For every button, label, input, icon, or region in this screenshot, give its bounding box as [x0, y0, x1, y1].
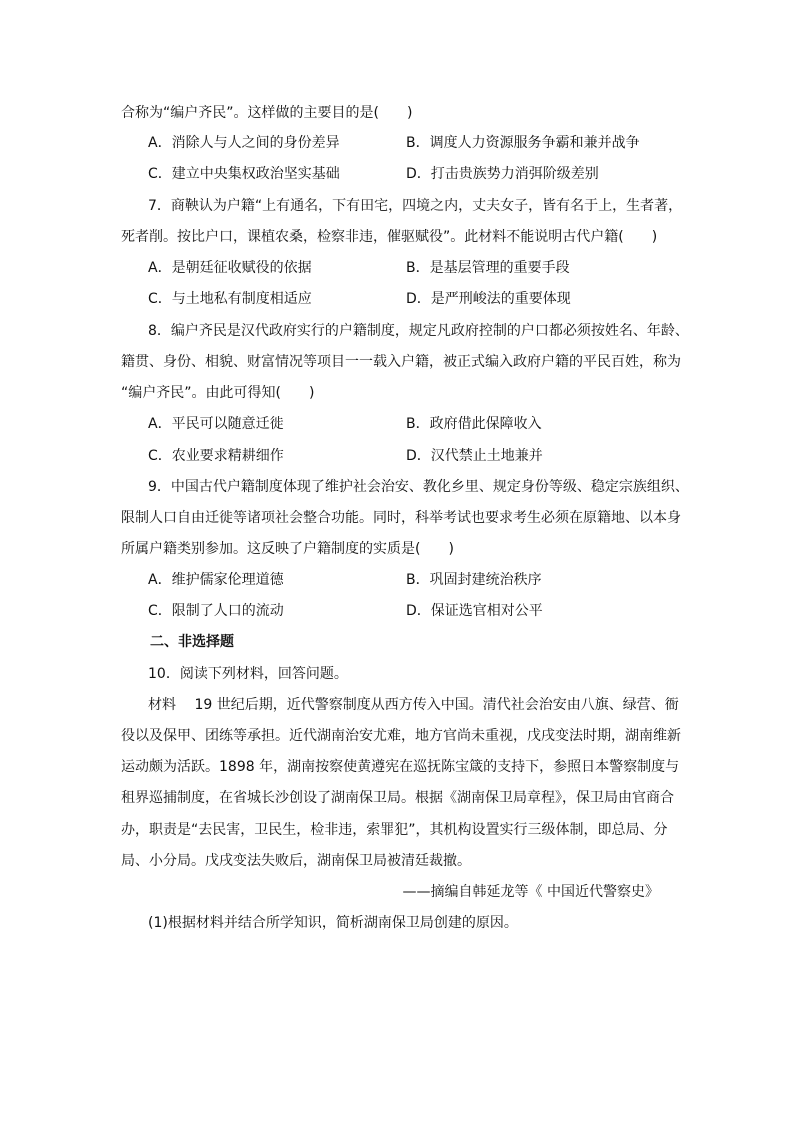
- q7-option-c: C．与土地私有制度相适应: [148, 291, 312, 307]
- q7-stem-line-2: 死者削。按比户口，课植农桑，检察非违，催驱赋役”。此材料不能说明古代户籍( ): [121, 229, 658, 245]
- q9-option-a: A．维护儒家伦理道德: [148, 572, 284, 588]
- q6-option-b: B．调度人力资源服务争霸和兼并战争: [406, 135, 640, 151]
- q8-option-d: D．汉代禁止土地兼并: [406, 448, 543, 464]
- q10-material-line: 租界巡捕制度，在省城长沙创设了湖南保卫局。根据《湖南保卫局章程》，保卫局由官商合: [121, 790, 674, 806]
- q10-source-citation: ——摘编自韩延龙等《 中国近代警察史》: [402, 884, 659, 900]
- q8-stem-line-3: “编户齐民”。由此可得知( ): [121, 385, 315, 401]
- q9-stem-line-2: 限制人口自由迁徙等诸项社会整合功能。同时，科举考试也要求考生必须在原籍地、以本身: [121, 510, 681, 526]
- q8-stem-line-2: 籍贯、身份、相貌、财富情况等项目一一载入户籍，被正式编入政府户籍的平民百姓，称为: [121, 354, 681, 370]
- q7-option-b: B．是基层管理的重要手段: [406, 260, 570, 276]
- q9-option-d: D．保证选官相对公平: [406, 603, 543, 619]
- q6-option-c: C．建立中央集权政治坚实基础: [148, 166, 340, 182]
- q7-option-a: A．是朝廷征收赋役的依据: [148, 260, 312, 276]
- q10-subquestion-1: (1)根据材料并结合所学知识，简析湖南保卫局创建的原因。: [148, 915, 518, 931]
- q6-stem: 合称为“编户齐民”。这样做的主要目的是( ): [121, 105, 413, 121]
- q10-material-line: 役以及保甲、团练等承担。近代湖南治安尤难，地方官尚未重视，戊戌变法时期，湖南维新: [121, 728, 681, 744]
- q10-material-line: 办，职责是“去民害，卫民生，检非违，索罪犯”，其机构设置实行三级体制，即总局、分: [121, 822, 668, 838]
- q8-option-a: A．平民可以随意迁徙: [148, 416, 284, 432]
- q10-material-line: 局、小分局。戊戌变法失败后，湖南保卫局被清廷裁撤。: [121, 853, 471, 869]
- q8-stem-line-1: 8．编户齐民是汉代政府实行的户籍制度，规定凡政府控制的户口都必须按姓名、年龄、: [148, 323, 689, 339]
- q10-intro: 10．阅读下列材料，回答问题。: [148, 666, 348, 682]
- q6-option-d: D．打击贵族势力消弭阶级差别: [406, 166, 599, 182]
- q7-stem-line-1: 7．商鞅认为户籍“上有通名，下有田宅，四境之内，丈夫女子，皆有名于上，生者著，: [148, 198, 683, 214]
- q9-stem-line-3: 所属户籍类别参加。这反映了户籍制度的实质是( ): [121, 541, 454, 557]
- q8-option-b: B．政府借此保障收入: [406, 416, 542, 432]
- q7-option-d: D．是严刑峻法的重要体现: [406, 291, 571, 307]
- q6-option-a: A．消除人与人之间的身份差异: [148, 135, 340, 151]
- q8-option-c: C．农业要求精耕细作: [148, 448, 284, 464]
- q9-option-b: B．巩固封建统治秩序: [406, 572, 542, 588]
- q10-material-line: 运动颇为活跃。1898 年，湖南按察使黄遵宪在巡抚陈宝箴的支持下，参照日本警察制度与: [121, 759, 680, 775]
- section-heading: 二、非选择题: [150, 634, 234, 650]
- q10-material-line: 材料 19 世纪后期，近代警察制度从西方传入中国。清代社会治安由八旗、绿营、衙: [148, 697, 679, 713]
- q9-option-c: C．限制了人口的流动: [148, 603, 284, 619]
- q9-stem-line-1: 9．中国古代户籍制度体现了维护社会治安、教化乡里、规定身份等级、稳定宗族组织、: [148, 479, 689, 495]
